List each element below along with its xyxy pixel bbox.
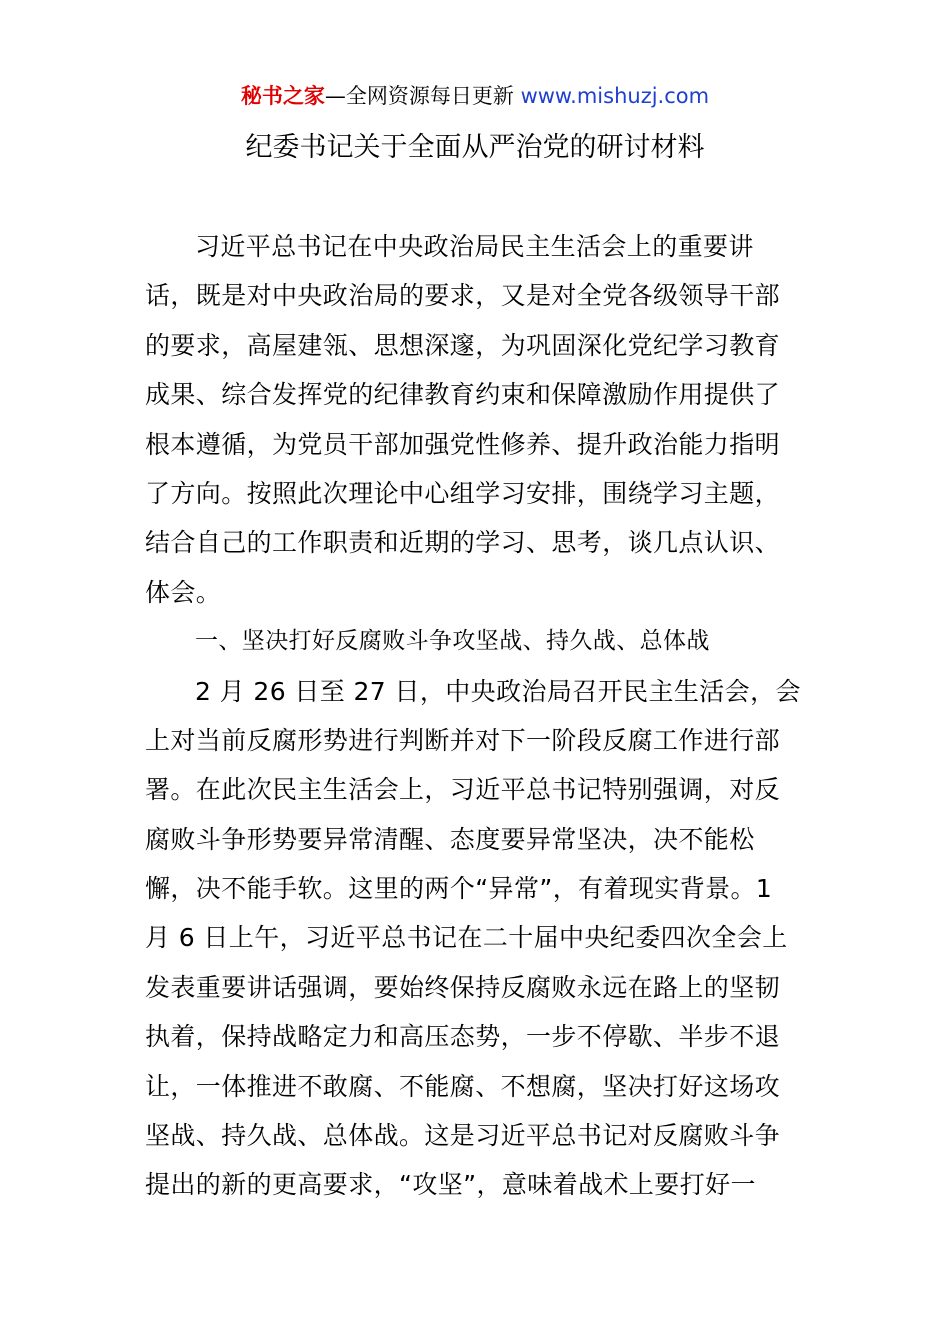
paragraph-line: 话，既是对中央政治局的要求，又是对全党各级领导干部	[145, 281, 781, 311]
paragraph-line: 懈，决不能手软。这里的两个“异常”，有着现实背景。1	[145, 874, 773, 904]
site-url-link[interactable]: www.mishuzj.com	[520, 84, 710, 108]
paragraph-line: 上对当前反腐形势进行判断并对下一阶段反腐工作进行部	[145, 725, 781, 755]
paragraph-line: 腐败斗争形势要异常清醒、态度要异常坚决，决不能松	[145, 824, 755, 854]
paragraph-line: 提出的新的更高要求，“攻坚”，意味着战术上要打好一	[145, 1170, 756, 1200]
paragraph-line: 2 月 26 日至 27 日，中央政治局召开民主生活会，会	[195, 676, 801, 706]
paragraph-line: 成果、综合发挥党的纪律教育约束和保障激励作用提供了	[145, 380, 781, 410]
paragraph-line: 体会。	[145, 577, 222, 607]
paragraph-line: 发表重要讲话强调，要始终保持反腐败永远在路上的坚韧	[145, 972, 781, 1002]
paragraph-line: 让，一体推进不敢腐、不能腐、不想腐，坚决打好这场攻	[145, 1071, 781, 1101]
paragraph-line: 月 6 日上午，习近平总书记在二十届中央纪委四次全会上	[145, 923, 788, 953]
paragraph-line: 结合自己的工作职责和近期的学习、思考，谈几点认识、	[145, 528, 781, 558]
document-title: 纪委书记关于全面从严治党的研讨材料	[245, 132, 705, 163]
paragraph-line: 坚战、持久战、总体战。这是习近平总书记对反腐败斗争	[145, 1121, 781, 1151]
site-brand: 秘书之家	[240, 84, 325, 108]
site-tagline: —全网资源每日更新	[324, 84, 521, 108]
paragraph-line: 根本遵循，为党员干部加强党性修养、提升政治能力指明	[145, 429, 781, 459]
paragraph-line: 的要求，高屋建瓴、思想深邃，为巩固深化党纪学习教育	[145, 330, 781, 360]
paragraph-line: 署。在此次民主生活会上，习近平总书记特别强调，对反	[145, 775, 781, 805]
paragraph-line: 了方向。按照此次理论中心组学习安排，围绕学习主题，	[145, 478, 781, 508]
section-heading: 一、坚决打好反腐败斗争攻坚战、持久战、总体战	[195, 628, 710, 655]
paragraph-line: 习近平总书记在中央政治局民主生活会上的重要讲	[195, 232, 754, 261]
paragraph-line: 执着，保持战略定力和高压态势，一步不停歇、半步不退	[145, 1022, 781, 1052]
document-body	[145, 222, 807, 1210]
site-header	[0, 80, 950, 112]
